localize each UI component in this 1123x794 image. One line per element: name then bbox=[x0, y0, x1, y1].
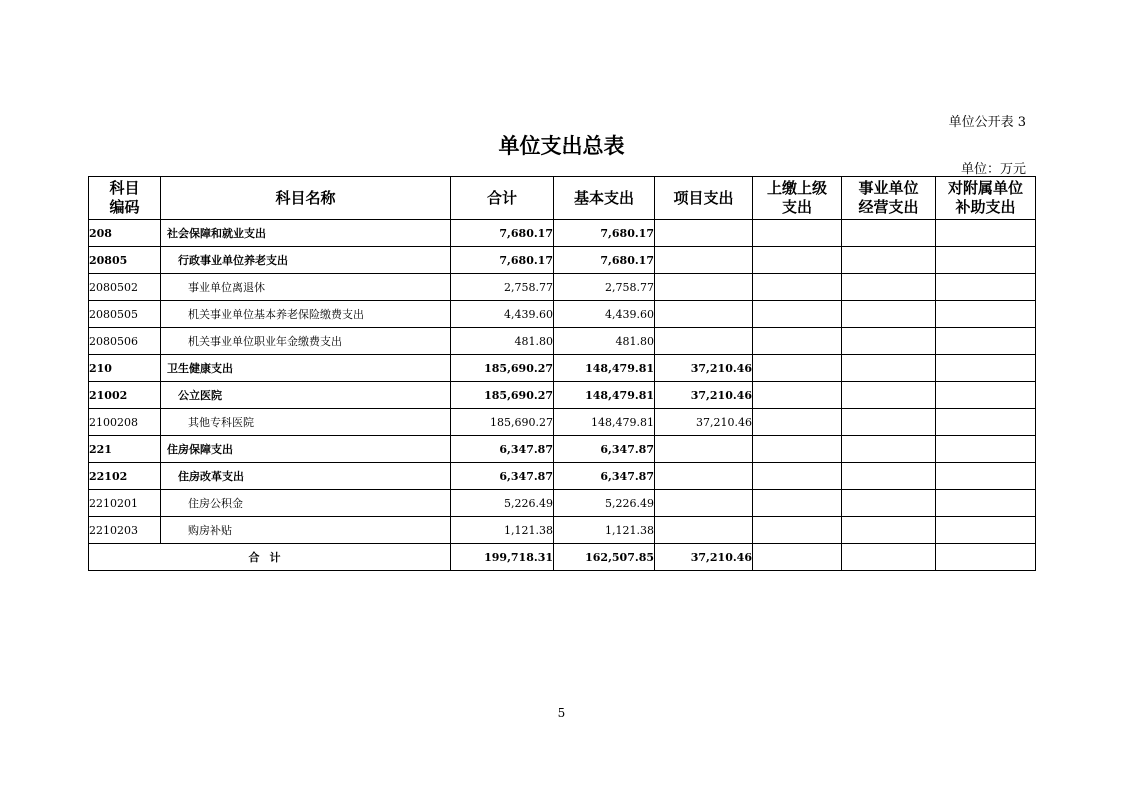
unit-label: 单位：万元 bbox=[960, 162, 1026, 177]
row-code: 21002 bbox=[89, 382, 161, 409]
row-basic: 481.80 bbox=[554, 328, 655, 355]
table-row bbox=[89, 517, 1036, 544]
row-business bbox=[842, 220, 936, 247]
row-code: 22102 bbox=[89, 463, 161, 490]
row-business bbox=[842, 436, 936, 463]
row-subsidiary bbox=[936, 436, 1036, 463]
row-project bbox=[655, 517, 753, 544]
row-total: 2,758.77 bbox=[451, 274, 554, 301]
header-project: 项目支出 bbox=[655, 177, 753, 220]
row-name: 机关事业单位基本养老保险缴费支出 bbox=[161, 301, 451, 328]
row-business bbox=[842, 490, 936, 517]
row-basic: 2,758.77 bbox=[554, 274, 655, 301]
row-project bbox=[655, 463, 753, 490]
row-name: 公立医院 bbox=[161, 382, 451, 409]
page-title: 单位支出总表 bbox=[498, 134, 625, 158]
row-subsidiary bbox=[936, 274, 1036, 301]
total-row bbox=[89, 544, 1036, 571]
table-row bbox=[89, 247, 1036, 274]
row-basic: 7,680.17 bbox=[554, 220, 655, 247]
row-basic: 6,347.87 bbox=[554, 436, 655, 463]
row-subsidiary bbox=[936, 517, 1036, 544]
row-total: 6,347.87 bbox=[451, 436, 554, 463]
row-business bbox=[842, 409, 936, 436]
header-subsidiary: 对附属单位 补助支出 bbox=[936, 177, 1036, 220]
row-upper bbox=[753, 436, 842, 463]
row-business bbox=[842, 247, 936, 274]
row-basic: 6,347.87 bbox=[554, 463, 655, 490]
row-name: 其他专科医院 bbox=[161, 409, 451, 436]
table-row bbox=[89, 355, 1036, 382]
row-upper bbox=[753, 382, 842, 409]
row-upper bbox=[753, 301, 842, 328]
header-name: 科目名称 bbox=[161, 177, 451, 220]
row-code: 2080506 bbox=[89, 328, 161, 355]
row-basic: 4,439.60 bbox=[554, 301, 655, 328]
page-number: 5 bbox=[557, 706, 566, 720]
expenditure-table bbox=[88, 176, 1036, 571]
row-name: 住房保障支出 bbox=[161, 436, 451, 463]
total-basic: 162,507.85 bbox=[554, 544, 655, 571]
row-business bbox=[842, 382, 936, 409]
table-row bbox=[89, 409, 1036, 436]
row-name: 机关事业单位职业年金缴费支出 bbox=[161, 328, 451, 355]
row-business bbox=[842, 355, 936, 382]
row-upper bbox=[753, 220, 842, 247]
row-project: 37,210.46 bbox=[655, 355, 753, 382]
table-row bbox=[89, 436, 1036, 463]
row-subsidiary bbox=[936, 355, 1036, 382]
total-upper bbox=[753, 544, 842, 571]
row-subsidiary bbox=[936, 409, 1036, 436]
row-project: 37,210.46 bbox=[655, 382, 753, 409]
row-upper bbox=[753, 247, 842, 274]
row-total: 5,226.49 bbox=[451, 490, 554, 517]
row-code: 2210203 bbox=[89, 517, 161, 544]
row-subsidiary bbox=[936, 247, 1036, 274]
header-total: 合计 bbox=[451, 177, 554, 220]
row-basic: 148,479.81 bbox=[554, 355, 655, 382]
row-name: 社会保障和就业支出 bbox=[161, 220, 451, 247]
row-project bbox=[655, 328, 753, 355]
row-total: 185,690.27 bbox=[451, 382, 554, 409]
row-project bbox=[655, 436, 753, 463]
total-total: 199,718.31 bbox=[451, 544, 554, 571]
row-name: 购房补贴 bbox=[161, 517, 451, 544]
row-business bbox=[842, 517, 936, 544]
row-total: 481.80 bbox=[451, 328, 554, 355]
row-business bbox=[842, 463, 936, 490]
row-code: 2100208 bbox=[89, 409, 161, 436]
table-row bbox=[89, 274, 1036, 301]
row-subsidiary bbox=[936, 220, 1036, 247]
total-business bbox=[842, 544, 936, 571]
row-upper bbox=[753, 517, 842, 544]
table-body bbox=[89, 220, 1036, 571]
row-total: 1,121.38 bbox=[451, 517, 554, 544]
row-upper bbox=[753, 490, 842, 517]
row-total: 6,347.87 bbox=[451, 463, 554, 490]
row-code: 221 bbox=[89, 436, 161, 463]
row-subsidiary bbox=[936, 382, 1036, 409]
row-code: 2080505 bbox=[89, 301, 161, 328]
row-total: 185,690.27 bbox=[451, 409, 554, 436]
row-code: 208 bbox=[89, 220, 161, 247]
header-code: 科目 编码 bbox=[89, 177, 161, 220]
total-subsidiary bbox=[936, 544, 1036, 571]
table-row bbox=[89, 490, 1036, 517]
header-basic: 基本支出 bbox=[554, 177, 655, 220]
row-basic: 7,680.17 bbox=[554, 247, 655, 274]
row-total: 185,690.27 bbox=[451, 355, 554, 382]
row-project bbox=[655, 490, 753, 517]
row-code: 2210201 bbox=[89, 490, 161, 517]
row-total: 7,680.17 bbox=[451, 247, 554, 274]
header-upper: 上缴上级 支出 bbox=[753, 177, 842, 220]
row-upper bbox=[753, 355, 842, 382]
table-row bbox=[89, 328, 1036, 355]
form-number: 单位公开表 3 bbox=[948, 115, 1026, 130]
row-basic: 1,121.38 bbox=[554, 517, 655, 544]
table-row bbox=[89, 382, 1036, 409]
row-project bbox=[655, 301, 753, 328]
row-subsidiary bbox=[936, 301, 1036, 328]
row-project: 37,210.46 bbox=[655, 409, 753, 436]
table-row bbox=[89, 463, 1036, 490]
row-name: 住房改革支出 bbox=[161, 463, 451, 490]
row-business bbox=[842, 328, 936, 355]
table-row bbox=[89, 220, 1036, 247]
total-project: 37,210.46 bbox=[655, 544, 753, 571]
row-name: 事业单位离退休 bbox=[161, 274, 451, 301]
row-subsidiary bbox=[936, 490, 1036, 517]
table-row bbox=[89, 301, 1036, 328]
row-name: 住房公积金 bbox=[161, 490, 451, 517]
row-code: 2080502 bbox=[89, 274, 161, 301]
row-business bbox=[842, 301, 936, 328]
total-label: 合计 bbox=[89, 544, 451, 571]
row-project bbox=[655, 220, 753, 247]
row-project bbox=[655, 247, 753, 274]
row-basic: 5,226.49 bbox=[554, 490, 655, 517]
row-total: 4,439.60 bbox=[451, 301, 554, 328]
row-name: 卫生健康支出 bbox=[161, 355, 451, 382]
row-subsidiary bbox=[936, 328, 1036, 355]
row-upper bbox=[753, 274, 842, 301]
header-business: 事业单位 经营支出 bbox=[842, 177, 936, 220]
row-upper bbox=[753, 409, 842, 436]
row-code: 210 bbox=[89, 355, 161, 382]
row-project bbox=[655, 274, 753, 301]
row-upper bbox=[753, 328, 842, 355]
row-basic: 148,479.81 bbox=[554, 382, 655, 409]
row-basic: 148,479.81 bbox=[554, 409, 655, 436]
table-header-row bbox=[89, 177, 1036, 220]
row-subsidiary bbox=[936, 463, 1036, 490]
row-business bbox=[842, 274, 936, 301]
row-upper bbox=[753, 463, 842, 490]
row-total: 7,680.17 bbox=[451, 220, 554, 247]
row-name: 行政事业单位养老支出 bbox=[161, 247, 451, 274]
row-code: 20805 bbox=[89, 247, 161, 274]
